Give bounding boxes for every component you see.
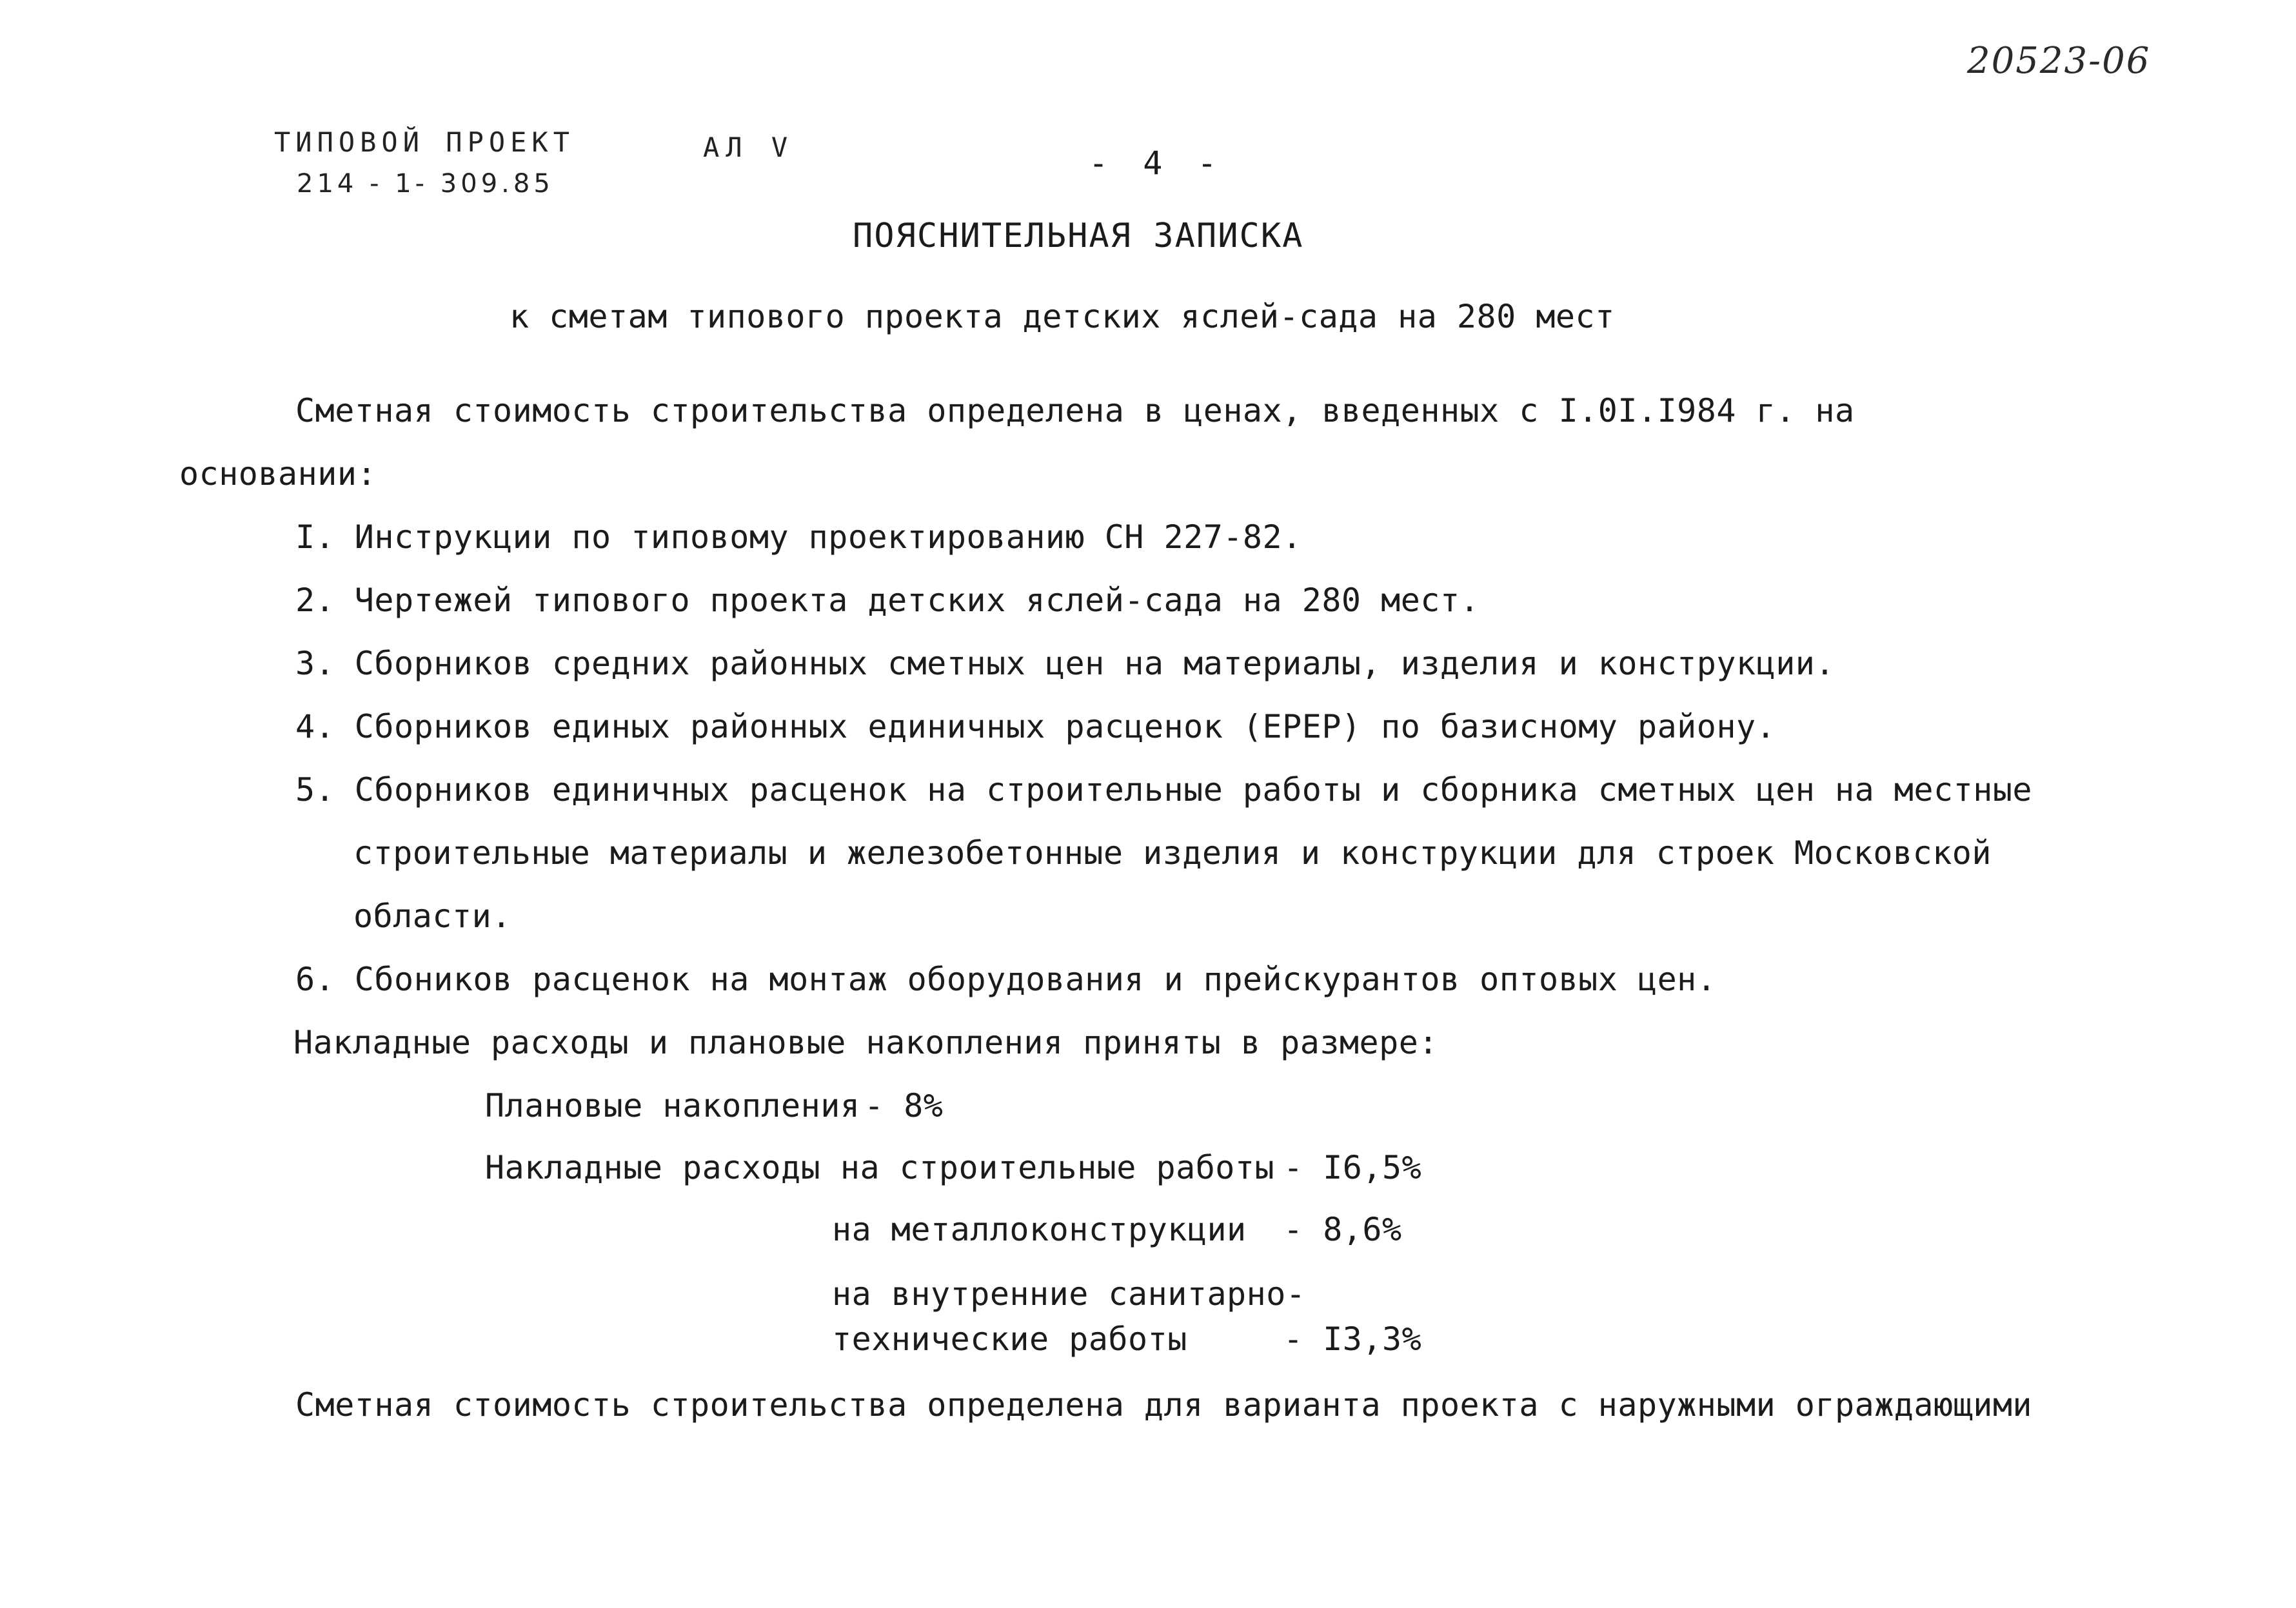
intro-line: Сметная стоимость строительства определена в ценах, введенных с I.0I.I984 г. на xyxy=(295,392,1855,429)
archive-number: 20523-06 xyxy=(1967,40,2151,82)
list-item: 2. Чертежей типового проекта детских яслей-сада на 280 мест. xyxy=(295,582,1480,619)
sanitary-label-continued: технические работы xyxy=(832,1320,1187,1358)
list-item: 3. Сборников средних районных сметных цен на материалы, изделия и конструкции. xyxy=(295,645,1835,682)
overhead-intro: Накладные расходы и плановые накопления приняты в размере: xyxy=(293,1024,1438,1061)
metal-label: на металлоконструкции xyxy=(832,1211,1247,1248)
page-number: - 4 - xyxy=(1089,144,1225,182)
list-item: 6. Сбоников расценок на монтаж оборудования и прейскурантов оптовых цен. xyxy=(295,961,1717,998)
project-stamp-code: 214 - 1- 309.85 xyxy=(297,169,554,199)
list-item-continued: строительные материалы и железобетонные изделия и конструкции для строек Московской xyxy=(353,834,1992,872)
planned-label: Плановые накопления xyxy=(485,1087,860,1124)
document-title: ПОЯСНИТЕЛЬНАЯ ЗАПИСКА xyxy=(853,217,1304,255)
list-item: I. Инструкции по типовому проектированию СН 227-82. xyxy=(295,518,1302,556)
sanitary-value: - I3,3% xyxy=(1283,1320,1422,1358)
project-stamp-title: ТИПОВОЙ ПРОЕКТ xyxy=(274,126,575,158)
overhead-label: Накладные расходы на строительные работы xyxy=(485,1149,1275,1186)
list-item: 4. Сборников единых районных единичных расценок (ЕРЕР) по базисному району. xyxy=(295,708,1776,745)
list-item: 5. Сборников единичных расценок на строительные работы и сборника сметных цен на местные xyxy=(295,771,2033,809)
intro-line-continued: основании: xyxy=(179,455,377,493)
overhead-value: - I6,5% xyxy=(1283,1149,1422,1186)
list-item-continued: области. xyxy=(353,897,511,935)
metal-value: - 8,6% xyxy=(1283,1211,1402,1248)
album-mark: АЛ V xyxy=(703,132,795,163)
closing-line: Сметная стоимость строительства определена для варианта проекта с наружными ограждающими xyxy=(295,1386,2033,1424)
sanitary-label: на внутренние санитарно- xyxy=(832,1275,1306,1313)
document-subtitle: к сметам типового проекта детских яслей-сада на 280 мест xyxy=(510,298,1615,335)
planned-value: - 8% xyxy=(864,1087,944,1124)
